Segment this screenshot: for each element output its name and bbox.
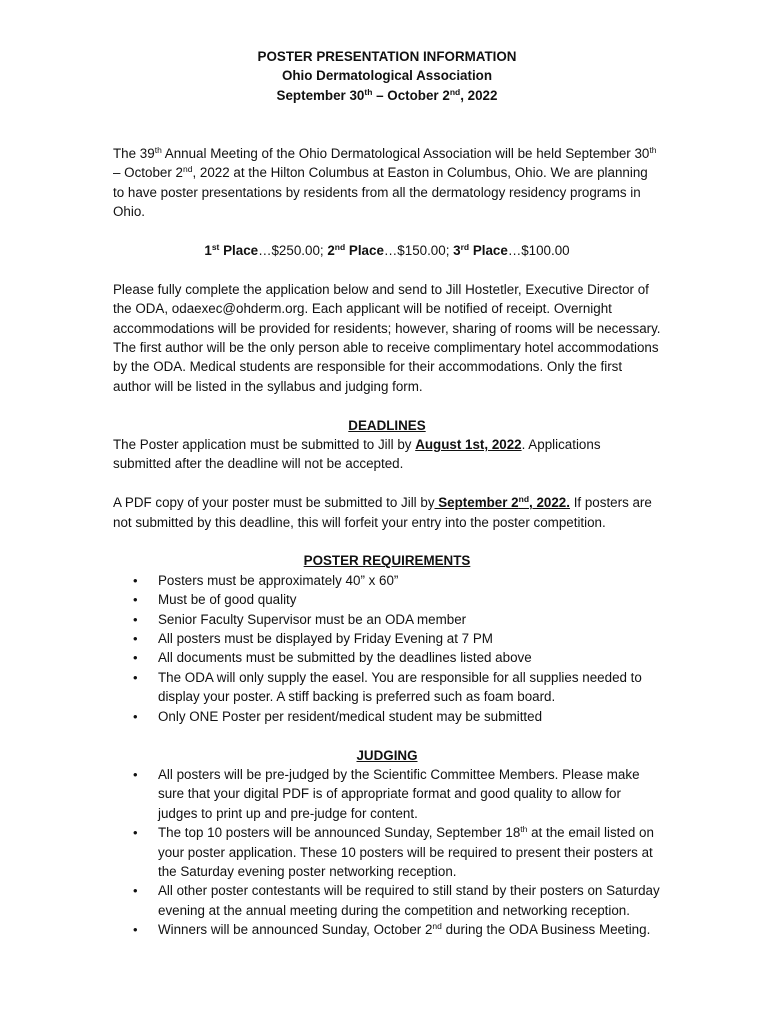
document-header bbox=[113, 47, 661, 105]
header-organization: Ohio Dermatological Association bbox=[281, 68, 493, 84]
requirement-item: • Only ONE Poster per resident/medical student may be submitted bbox=[113, 707, 661, 726]
requirement-item: • All documents must be submitted by the deadlines listed above bbox=[113, 648, 661, 667]
judging-item: • The top 10 posters will be announced Sunday, September 18th at the email listed on your poster application. These 10 posters will be required to present their posters at the Saturday evening poster networking reception. bbox=[133, 824, 654, 879]
header-title: POSTER PRESENTATION INFORMATION bbox=[257, 49, 517, 64]
bullet-icon: • bbox=[133, 669, 138, 685]
header-dates: September 30th – October 2nd, 2022 bbox=[276, 86, 498, 103]
bullet-icon: • bbox=[133, 883, 138, 899]
bullet-icon: • bbox=[133, 650, 138, 666]
application-paragraph: Please fully complete the application below and send to Jill Hostetler, Executive Director of the ODA, odaexec@ohderm.org. Each applicant will be notified of receipt. Overnight accommodations will be provided for residents; however, sharing of rooms will be necessary. The first author will be the only person able to receive complimentary hotel accommodations by the ODA. Medical students are responsible for their accommodations. Only the first author will be listed in the syllabus and judging form. bbox=[113, 281, 661, 394]
bullet-icon: • bbox=[133, 922, 138, 938]
deadlines-title: DEADLINES bbox=[348, 417, 426, 433]
requirement-item: • Must be of good quality bbox=[113, 590, 661, 609]
bullet-icon: • bbox=[133, 708, 138, 724]
bullet-icon: • bbox=[133, 766, 138, 782]
deadline-pdf-paragraph: A PDF copy of your poster must be submitted to Jill by September 2nd, 2022. If posters are not submitted by this deadline, this will forfeit your entry into the poster competition. bbox=[113, 494, 652, 530]
judging-item: • Winners will be announced Sunday, October 2nd during the ODA Business Meeting. bbox=[113, 920, 661, 939]
judging-list bbox=[113, 765, 661, 940]
judging-title: JUDGING bbox=[356, 747, 418, 763]
prizes-line: 1st Place…$250.00; 2nd Place…$150.00; 3rd Place…$100.00 bbox=[204, 242, 570, 259]
intro-paragraph: The 39th Annual Meeting of the Ohio Dermatological Association will be held September 30th – October 2nd, 2022 at the Hilton Columbus at Easton in Columbus, Ohio. We are planning to have poster presentations by residents from all the dermatology residency programs in Ohio. bbox=[113, 145, 657, 220]
requirement-item: • Senior Faculty Supervisor must be an ODA member bbox=[113, 610, 661, 629]
bullet-icon: • bbox=[133, 825, 138, 841]
judging-item: • All other poster contestants will be required to still stand by their posters on Saturday evening at the annual meeting during the competition and networking reception. bbox=[133, 883, 660, 918]
bullet-icon: • bbox=[133, 572, 138, 588]
requirement-item: • All posters must be displayed by Friday Evening at 7 PM bbox=[113, 629, 661, 648]
requirements-title: POSTER REQUIREMENTS bbox=[303, 553, 471, 569]
deadline-application-paragraph: The Poster application must be submitted to Jill by August 1st, 2022. Applications submitted after the deadline will not be accepted. bbox=[113, 437, 601, 472]
bullet-icon: • bbox=[133, 592, 138, 608]
document-page bbox=[113, 47, 661, 940]
bullet-icon: • bbox=[133, 631, 138, 647]
bullet-icon: • bbox=[133, 611, 138, 627]
requirement-item: • The ODA will only supply the easel. You are responsible for all supplies needed to display your poster. A stiff backing is preferred such as foam board. bbox=[133, 669, 642, 705]
judging-item: • All posters will be pre-judged by the Scientific Committee Members. Please make sure that your digital PDF is of appropriate format and good quality to allow for judges to print up and pre-judge for content. bbox=[133, 766, 640, 821]
requirements-list bbox=[113, 571, 661, 726]
requirement-item: • Posters must be approximately 40” x 60” bbox=[113, 571, 661, 590]
